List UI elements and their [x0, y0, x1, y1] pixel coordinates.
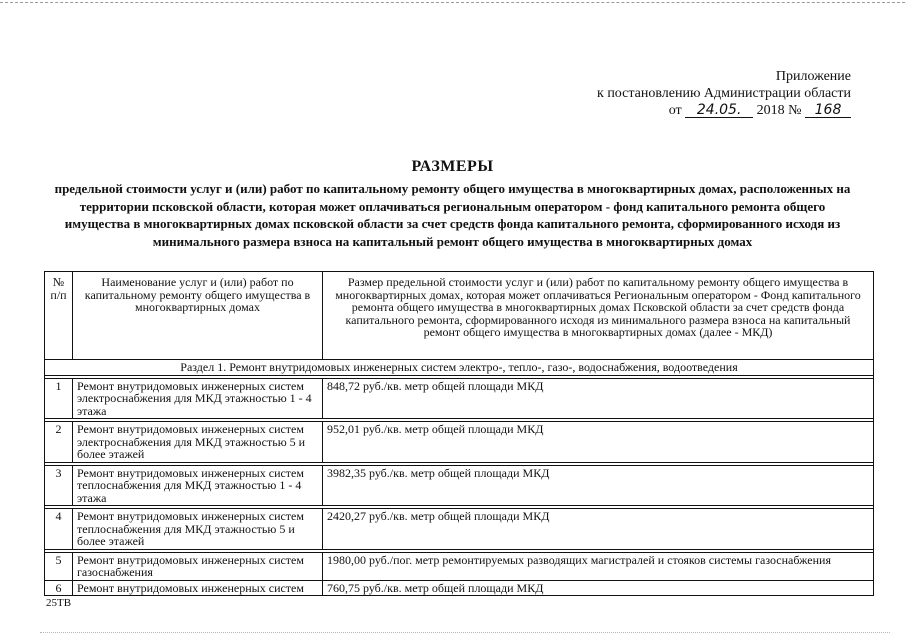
header-price: Размер предельной стоимости услуг и (или) работ по капитальному ремонту общего имущества в многоквартирных домах, которая может оплачиваться Региональным оператором - Фонд капитального ремонта общего имущества в многоквартирных домах Псковской области за счет средств фонда капитального ремонта, сформированного исходя из минимального размера взноса на капитальный ремонт общего имущества в многоквартирных домах (далее - МКД): [323, 272, 874, 360]
appendix-block: [551, 68, 851, 119]
cost-table: [44, 271, 874, 596]
row-num: 4: [45, 509, 73, 550]
row-num: 6: [45, 580, 73, 596]
row-name: Ремонт внутридомовых инженерных систем: [73, 580, 323, 596]
row-num: 2: [45, 422, 73, 463]
document-subtitle: предельной стоимости услуг и (или) работ по капитальному ремонту общего имущества в многоквартирных домах, расположенных на территории псковской области, которая может оплачиваться региональным оператором - фонд капитального ремонта общего имущества в многоквартирных домах псковской области за счет средств фонда капитального ремонта, сформированного исходя из минимального размера взноса на капитальный ремонт общего имущества в многоквартирных домах: [54, 181, 851, 249]
header-num: № п/п: [45, 272, 73, 360]
row-name: Ремонт внутридомовых инженерных систем теплоснабжения для МКД этажностью 1 - 4 этажа: [73, 465, 323, 506]
row-price: 3982,35 руб./кв. метр общей площади МКД: [323, 465, 874, 506]
table-row: [45, 509, 874, 550]
row-price: 952,01 руб./кв. метр общей площади МКД: [323, 422, 874, 463]
row-num: 5: [45, 552, 73, 580]
document-title: РАЗМЕРЫ: [411, 158, 494, 175]
row-name: Ремонт внутридомовых инженерных систем электроснабжения для МКД этажностью 1 - 4 этажа: [73, 378, 323, 419]
table-row: [45, 465, 874, 506]
table-header-row: [45, 272, 874, 360]
footer-code: 25ТВ: [46, 597, 72, 609]
row-num: 3: [45, 465, 73, 506]
row-price: 2420,27 руб./кв. метр общей площади МКД: [323, 509, 874, 550]
row-num: 1: [45, 378, 73, 419]
appendix-year: 2018 №: [756, 103, 802, 118]
row-price: 1980,00 руб./пог. метр ремонтируемых разводящих магистралей и стояков системы газоснабжения: [323, 552, 874, 580]
scan-edge-bottom: [40, 632, 890, 633]
handwritten-number: 168: [805, 103, 851, 118]
section-title: Раздел 1. Ремонт внутридомовых инженерных систем электро-, тепло-, газо-, водоснабжения, водоотведения: [45, 360, 874, 376]
table-row: [45, 422, 874, 463]
appendix-decree: к постановлению Администрации области: [597, 86, 851, 101]
row-name: Ремонт внутридомовых инженерных систем электроснабжения для МКД этажностью 5 и более этажей: [73, 422, 323, 463]
row-name: Ремонт внутридомовых инженерных систем теплоснабжения для МКД этажностью 5 и более этажей: [73, 509, 323, 550]
table-row: [45, 580, 874, 596]
appendix-date-line: [551, 102, 851, 119]
table-row: [45, 378, 874, 419]
table-row: [45, 552, 874, 580]
section-row: [45, 360, 874, 376]
row-price: 848,72 руб./кв. метр общей площади МКД: [323, 378, 874, 419]
row-name: Ремонт внутридомовых инженерных систем газоснабжения: [73, 552, 323, 580]
appendix-from: от: [668, 103, 682, 118]
row-price: 760,75 руб./кв. метр общей площади МКД: [323, 580, 874, 596]
header-name: Наименование услуг и (или) работ по капитальному ремонту общего имущества в многоквартирных домах: [73, 272, 323, 360]
appendix-title: Приложение: [775, 69, 851, 84]
scan-edge-top: [0, 2, 905, 3]
handwritten-date: 24.05.: [685, 103, 753, 118]
